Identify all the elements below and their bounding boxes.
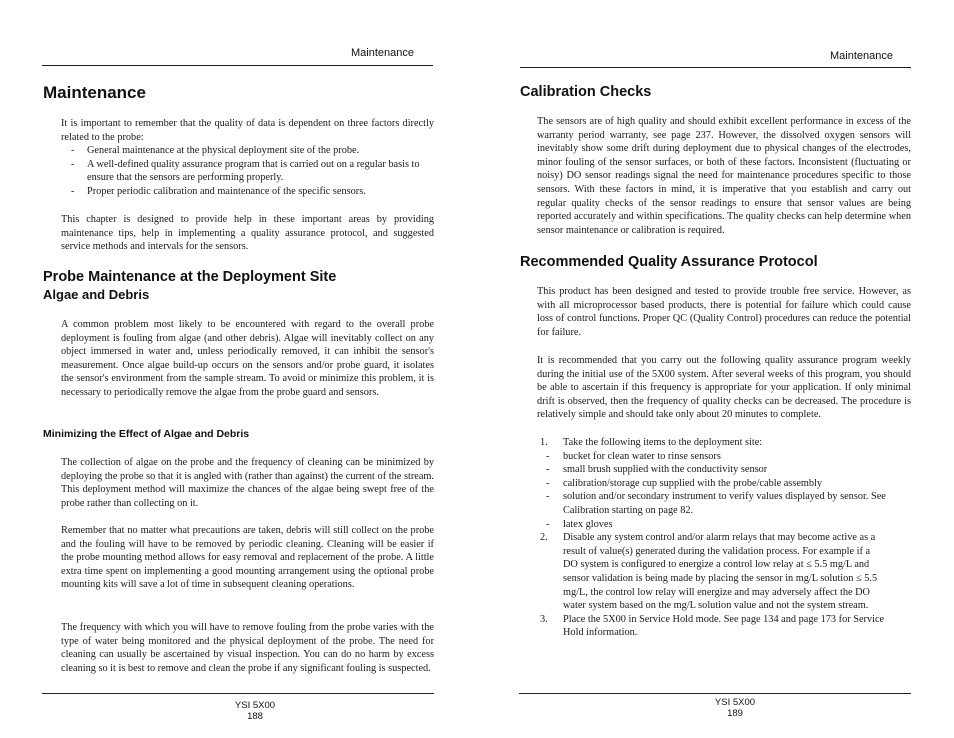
- algae-paragraph: A common problem most likely to be encountered with regard to the overall probe deployment is fouling from algae (and other debris). Algae will inevitably collect on any object immersed in water and, unless periodically removed, it can inhibit the sensor's measurement. Once algae build-up occurs on the sensors and/or probe guard, it isolates the sensor's environment from the sample stream. To avoid or minimize this problem, it is necessary to periodically remove the algae from the probe guard and sensors.: [61, 319, 434, 398]
- list-item: 3. Place the 5X00 in Service Hold mode. See page 134 and page 173 for Service Hold information.: [540, 613, 885, 639]
- right-page: [477, 0, 954, 738]
- minimizing-paragraph-2: Remember that no matter what precautions are taken, debris will still collect on the probe and the fouling will have to be removed by periodic cleaning. Cleaning will be easier if the probe mounting method allows for easy removal and replacement of the probe. A little extra time spent on implementing a good mounting arrangement using the optional probe mounting kits will save a lot of time in subsequent cleaning operations.: [61, 525, 434, 591]
- calibration-paragraph: The sensors are of high quality and should exhibit excellent performance in excess of the warranty period warranty, see page 237. However, the dissolved oxygen sensors will inevitably show some drift during deployment due to physical changes of the electrodes, minor fouling of the sensor surfaces, or both of these factors. Inconsistent (fluctuating or noisy) DO sensor readings signal the need for maintenance procedures specific to those sensors. With these factors in mind, it is imperative that you establish and carry out regular quality checks of the sensor readings to ensure that sensor values are being reported accurately and within specifications. The quality checks can help determine when sensor maintenance or calibration is required.: [537, 116, 911, 236]
- header-rule: [42, 65, 433, 66]
- list-item: - solution and/or secondary instrument to verify values displayed by sensor. See Calibration starting on page 82.: [546, 491, 886, 516]
- qa-paragraph-1: This product has been designed and tested to provide trouble free service. However, as with all microprocessor based products, there is potential for failure which could cause loss of control functions. Proper QC (Quality Control) procedures can reduce the potential for failure.: [537, 286, 911, 338]
- running-head: Maintenance: [351, 47, 414, 59]
- list-item: - bucket for clean water to rinse sensors: [546, 450, 721, 462]
- qa-steps: [537, 436, 911, 640]
- list-item: - small brush supplied with the conductivity sensor: [546, 464, 768, 476]
- list-item: - latex gloves: [546, 518, 613, 530]
- page-title: Maintenance: [43, 83, 146, 102]
- page-footer: [685, 697, 785, 719]
- chapter-paragraph: This chapter is designed to provide help in these important areas by providing maintenance tips, help in implementing a quality assurance protocol, and suggested service methods and intervals for the sensors.: [61, 214, 434, 253]
- page-number: 189: [727, 708, 743, 719]
- list-item: - A well-defined quality assurance program that is carried out on a regular basis to ensure that the sensors are performing properly.: [71, 158, 420, 184]
- minimizing-paragraph-3: The frequency with which you will have to remove fouling from the probe varies with the type of water being monitored and the physical deployment of the probe. The need for cleaning can usually be ascertained by visual inspection. You can do no harm by excess cleaning so it is best to remove and clean the probe if any significant fouling is suspected.: [61, 622, 434, 674]
- list-item: - Proper periodic calibration and maintenance of the specific sensors.: [71, 185, 366, 197]
- subsection-heading-algae: Algae and Debris: [43, 287, 150, 302]
- running-head: Maintenance: [830, 50, 893, 62]
- intro-paragraph: It is important to remember that the quality of data is dependent on three factors directly related to the probe:: [61, 118, 434, 143]
- section-heading-qa: Recommended Quality Assurance Protocol: [520, 254, 818, 270]
- list-item: 1. Take the following items to the deployment site:: [540, 437, 763, 448]
- factor-list: [61, 144, 434, 198]
- qa-paragraph-2: It is recommended that you carry out the following quality assurance program weekly during the initial use of the 5X00 system. After several weeks of this program, you should be able to ascertain if this frequency is appropriate for your application. If only minimal drift is observed, then the frequency of quality checks can be decreased. The procedure is relatively simple and should take only about 20 minutes to complete.: [537, 355, 911, 421]
- footer-model: YSI 5X00: [714, 697, 756, 708]
- section-heading-probe: Probe Maintenance at the Deployment Site: [43, 269, 337, 285]
- list-item: - calibration/storage cup supplied with the probe/cable assembly: [546, 477, 823, 489]
- footer-model: YSI 5X00: [234, 700, 276, 711]
- page-number: 188: [247, 711, 263, 722]
- list-item: 2. Disable any system control and/or alarm relays that may become active as a result of value(s) generated during the validation process. For example if a DO system is configured to energize a control low relay at ≤ 5.5 mg/L and sensor validation is being made by placing the sensor in mg/L solution ≤ 5.5 mg/L, the control low relay will energize and may adversely affect the DO water system based on the mg/L solution value and not the system stream.: [540, 532, 878, 612]
- minimizing-paragraph-1: The collection of algae on the probe and the frequency of cleaning can be minimized by deploying the probe so that it is angled with (rather than against) the current of the stream. This deployment method will maximize the chances of the algae being swept free of the probe rather than collecting on it.: [61, 457, 434, 509]
- header-rule: [520, 67, 911, 68]
- page-footer: [205, 700, 305, 722]
- footer-rule: [42, 693, 434, 694]
- section-heading-calibration: Calibration Checks: [520, 84, 652, 100]
- list-item: - General maintenance at the physical deployment site of the probe.: [71, 145, 360, 156]
- footer-rule: [519, 693, 911, 694]
- minimizing-heading: Minimizing the Effect of Algae and Debris: [43, 428, 250, 440]
